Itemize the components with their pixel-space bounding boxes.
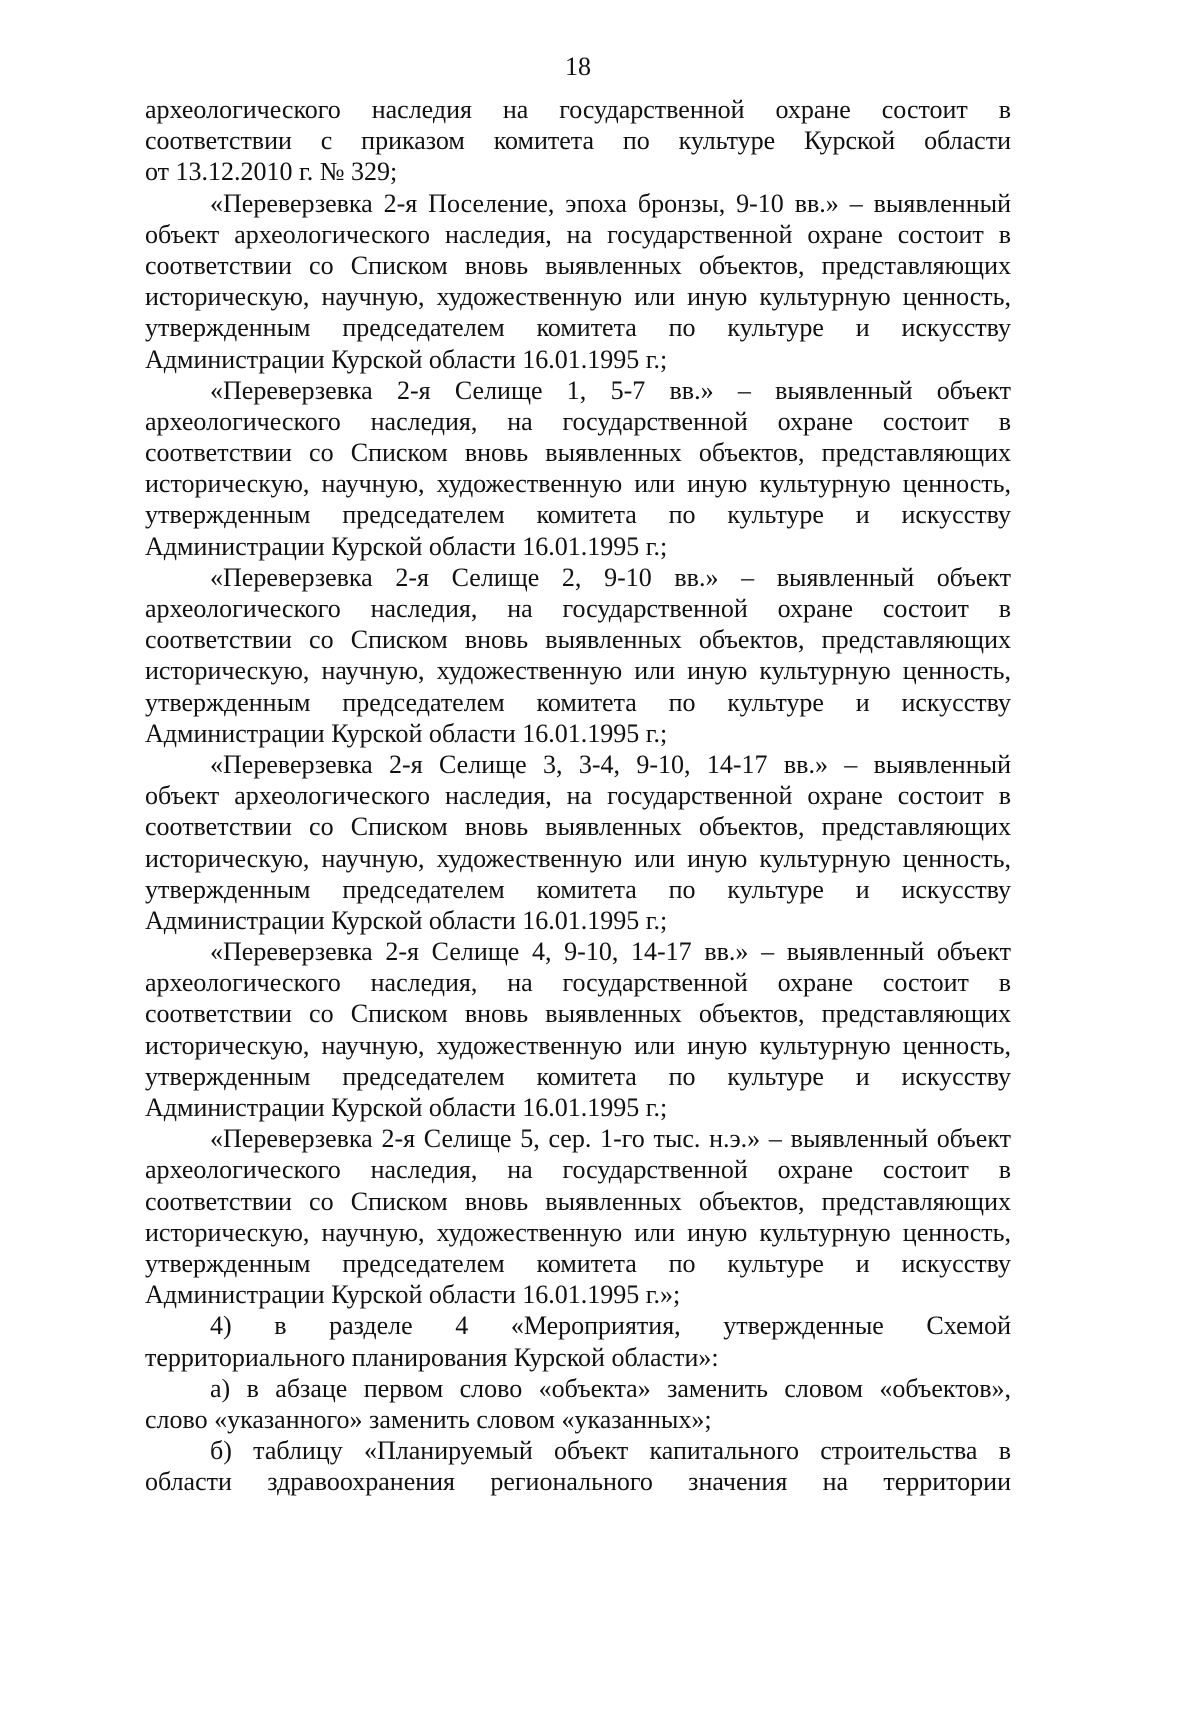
paragraph xyxy=(145,936,1011,1123)
text-line: утвержденным председателем комитета по культуре и искусству xyxy=(145,1248,1011,1278)
text-line: «Переверзевка 2-я Селище 4, 9-10, 14-17 вв.» – выявленный объект xyxy=(210,937,1011,967)
page-number: 18 xyxy=(565,52,591,81)
text-line: б) таблицу «Планируемый объект капитального строительства в xyxy=(210,1436,1011,1466)
text-line: Администрации Курской области 16.01.1995 г.; xyxy=(145,344,668,374)
text-line: «Переверзевка 2-я Селище 5, сер. 1-го тыс. н.э.» – выявленный объект xyxy=(210,1124,1011,1154)
text-line: а) в абзаце первом слово «объекта» заменить словом «объектов», xyxy=(210,1373,1011,1403)
text-line: историческую, научную, художественную или иную культурную ценность, xyxy=(145,282,1011,312)
text-line: Администрации Курской области 16.01.1995 г.; xyxy=(145,905,668,935)
text-line: археологического наследия, на государственной охране состоит в xyxy=(145,1155,1011,1185)
text-line: соответствии со Списком вновь выявленных объектов, представляющих xyxy=(145,999,1011,1029)
text-line: историческую, научную, художественную или иную культурную ценность, xyxy=(145,656,1011,686)
paragraph xyxy=(145,1373,1011,1435)
text-line: утвержденным председателем комитета по культуре и искусству xyxy=(145,500,1011,530)
paragraph xyxy=(145,94,1011,188)
text-line: археологического наследия, на государственной охране состоит в xyxy=(145,594,1011,623)
text-line: области здравоохранения регионального значения на территории xyxy=(145,1467,1011,1497)
text-line: «Переверзевка 2-я Селище 3, 3-4, 9-10, 14-17 вв.» – выявленный xyxy=(210,749,1011,779)
text-line: «Переверзевка 2-я Селище 1, 5-7 вв.» – выявленный объект xyxy=(210,375,1011,405)
text-line: слово «указанного» заменить словом «указанных»; xyxy=(145,1404,712,1434)
paragraph xyxy=(145,375,1011,562)
text-line: «Переверзевка 2-я Селище 2, 9-10 вв.» – выявленный объект xyxy=(210,562,1011,592)
text-line: археологического наследия, на государственной охране состоит в xyxy=(145,406,1011,436)
text-line: соответствии со Списком вновь выявленных объектов, представляющих xyxy=(145,250,1011,280)
text-line: соответствии со Списком вновь выявленных объектов, представляющих xyxy=(145,1186,1011,1216)
text-line: объект археологического наследия, на государственной охране состоит в xyxy=(145,219,1011,249)
paragraph xyxy=(145,188,1011,375)
paragraph xyxy=(145,562,1011,749)
text-line: соответствии со Списком вновь выявленных объектов, представляющих xyxy=(145,625,1011,655)
text-line: историческую, научную, художественную или иную культурную ценность, xyxy=(145,1217,1011,1247)
text-line: Администрации Курской области 16.01.1995 г.; xyxy=(145,1093,668,1122)
document-body xyxy=(145,94,1011,1497)
paragraph xyxy=(145,1123,1011,1310)
text-line: историческую, научную, художественную или иную культурную ценность, xyxy=(145,469,1011,499)
text-line: утвержденным председателем комитета по культуре и искусству xyxy=(145,313,1011,343)
text-line: утвержденным председателем комитета по культуре и искусству xyxy=(145,1061,1011,1091)
text-line: утвержденным председателем комитета по культуре и искусству xyxy=(145,687,1011,717)
text-line: историческую, научную, художественную или иную культурную ценность, xyxy=(145,843,1011,873)
text-line: археологического наследия на государственной охране состоит в xyxy=(145,95,1011,124)
text-line: Администрации Курской области 16.01.1995 г.; xyxy=(145,718,668,748)
paragraph xyxy=(145,1310,1011,1372)
text-line: 4) в разделе 4 «Мероприятия, утвержденные Схемой xyxy=(210,1311,1011,1341)
paragraph xyxy=(145,1435,1011,1497)
text-line: Администрации Курской области 16.01.1995 г.»; xyxy=(145,1280,681,1310)
text-line: соответствии со Списком вновь выявленных объектов, представляющих xyxy=(145,812,1011,842)
text-line: объект археологического наследия, на государственной охране состоит в xyxy=(145,781,1011,811)
text-line: утвержденным председателем комитета по культуре и искусству xyxy=(145,874,1011,904)
text-line: соответствии со Списком вновь выявленных объектов, представляющих xyxy=(145,438,1011,468)
text-line: от 13.12.2010 г. № 329; xyxy=(145,157,398,187)
text-line: историческую, научную, художественную или иную культурную ценность, xyxy=(145,1030,1011,1060)
text-line: «Переверзевка 2-я Поселение, эпоха бронзы, 9-10 вв.» – выявленный xyxy=(210,188,1011,218)
text-line: археологического наследия, на государственной охране состоит в xyxy=(145,968,1011,998)
text-line: соответствии с приказом комитета по культуре Курской области xyxy=(145,126,1011,156)
text-line: территориального планирования Курской области»: xyxy=(145,1342,719,1372)
text-line: Администрации Курской области 16.01.1995 г.; xyxy=(145,531,668,561)
paragraph xyxy=(145,749,1011,936)
